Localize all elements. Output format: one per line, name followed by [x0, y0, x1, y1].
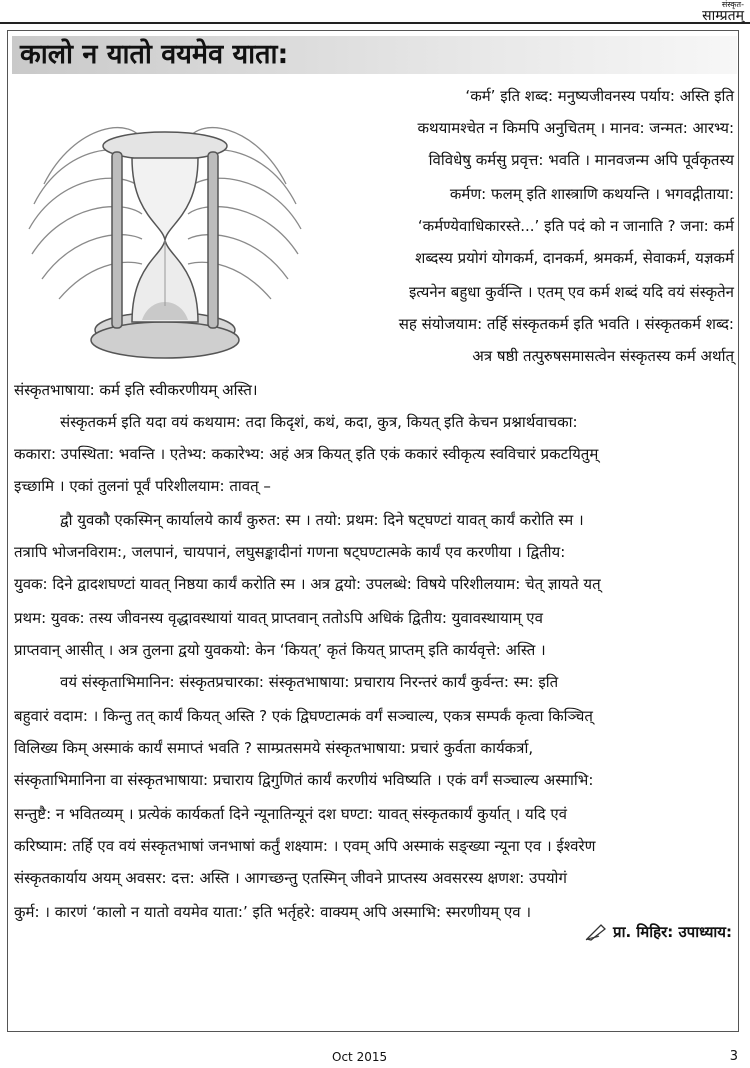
para1-line-8: सह संयोजयाम: तर्हि संस्कृतकर्म इति भवति । संस्कृतकर्म शब्द: [398, 315, 734, 333]
para3-line-1: द्वौ युवकौ एकस्मिन् कार्यालये कार्यं कुरुत: स्म । तयो: प्रथम: दिने षट्घण्टां यावत् कार्यं करोति स्म । [60, 511, 584, 529]
article-title: कालो न यातो वयमेव याता: [20, 39, 289, 70]
para1-line-1: ‘कर्म’ इति शब्द: मनुष्यजीवनस्य पर्याय: अस्ति इति [465, 87, 734, 105]
para2-line-2: ककारा: उपस्थिता: भवन्ति । एतेभ्य: ककारेभ्य: अहं अत्र कियत् इति एकं ककारं स्वीकृत्य स्वविचारं प्रकटयितुम् [14, 445, 599, 463]
para4-line-1: वयं संस्कृताभिमानिन: संस्कृतप्रचारका: संस्कृतभाषाया: प्रचाराय निरन्तरं कार्यं कुर्वन्त: स्म: इति [60, 673, 559, 691]
para4-line-5: सन्तुष्टै: न भवितव्यम् । प्रत्येकं कार्यकर्ता दिने न्यूनातिन्यूनं दश घण्टा: यावत् संस्कृतकार्यं कुर्यात् । यदि एवं [14, 805, 567, 823]
para1-line-3: विविधेषु कर्मसु प्रवृत्त: भवति । मानवजन्म अपि पूर्वकृतस्य [428, 151, 734, 169]
masthead-rule [0, 22, 750, 24]
para4-line-3: विलिख्य किम् अस्माकं कार्यं समाप्तं भवति ? साम्प्रतसमये संस्कृतभाषाया: प्रचारं कुर्वता कार्यकर्त्रा, [14, 739, 534, 757]
para4-line-2: बहुवारं वदाम: । किन्तु तत् कार्यं कियत् अस्ति ? एकं द्विघण्टात्मकं वर्गं सञ्चाल्य, एकत्र सम्पर्कं कृत्वा किञ्चित् [14, 707, 593, 725]
para4-line-4: संस्कृताभिमानिना वा संस्कृतभाषाया: प्रचाराय द्विगुणितं कार्यं करणीयं भविष्यति । एकं वर्गं सञ्चाल्य अस्माभि: [14, 771, 594, 789]
para3-line-4: प्रथम: युवक: तस्य जीवनस्य वृद्धावस्थायां यावत् प्राप्तवान् ततोऽपि अधिकं द्वितीय: युवावस्थायाम् एव [14, 609, 543, 627]
footer-date: Oct 2015 [332, 1050, 388, 1064]
para2-line-1: संस्कृतकर्म इति यदा वयं कथयाम: तदा किदृशं, कथं, कदा, कुत्र, कियत् इति केचन प्रश्नार्थवाचका: [60, 413, 578, 431]
para4-line-7: संस्कृतकार्याय अयम् अवसर: दत्त: अस्ति । आगच्छन्तु एतस्मिन् जीवने प्राप्तस्य अवसरस्य क्षणश: उपयोगं [14, 869, 567, 887]
para3-line-3: युवक: दिने द्वादशघण्टां यावत् निष्ठया कार्यं करोति स्म । अत्र द्वयो: उपलब्धे: विषये परिशीलयाम: चेत् ज्ञायते यत् [14, 575, 601, 593]
winged-hourglass-illustration [14, 84, 316, 388]
para1-line-4: कर्मण: फलम् इति शास्त्राणि कथयन्ति । भगवद्गीताया: [449, 185, 734, 203]
para1-line-2: कथयामश्चेत न किमपि अनुचितम् । मानव: जन्मत: आरभ्य: [417, 119, 734, 137]
author-name: प्रा. मिहिर: उपाध्याय: [613, 923, 732, 941]
para2-line-3: इच्छामि । एकां तुलनां पूर्वं परिशीलयाम: तावत् – [14, 477, 271, 495]
pen-icon [585, 923, 607, 941]
masthead-small: संस्कृत- [721, 0, 744, 9]
masthead-title: साम्प्रतम् [702, 8, 744, 24]
author-signature [585, 922, 732, 942]
para1-line-5: ‘कर्मण्येवाधिकारस्ते...’ इति पदं को न जानाति ? जना: कर्म [417, 217, 734, 235]
para3-line-5: प्राप्तवान् आसीत् । अत्र तुलना द्वयो युवकयो: केन ‘कियत्’ कृतं कियत् प्राप्तम् इति कार्यवृत्ते: अस्ति । [14, 641, 546, 659]
para4-line-8: कुर्म: । कारणं ‘कालो न यातो वयमेव याता:’ इति भर्तृहरे: वाक्यम् अपि अस्माभि: स्मरणीयम् एव । [14, 903, 532, 921]
para1-line-7: इत्यनेन बहुधा कुर्वन्ति । एतम् एव कर्म शब्दं यदि वयं संस्कृतेन [408, 283, 734, 301]
para3-line-2: तत्रापि भोजनविराम:, जलपानं, चायपानं, लघुसङ्कादीनां गणना षट्घण्टात्मके कार्यं एव करणीया । द्वितीय: [14, 543, 566, 561]
para1-line-9: अत्र षष्ठी तत्पुरुषसमासत्वेन संस्कृतस्य कर्म अर्थात् [472, 347, 734, 365]
para1-line-10: संस्कृतभाषाया: कर्म इति स्वीकरणीयम् अस्ति। [14, 381, 258, 399]
magazine-masthead [702, 0, 744, 24]
para4-line-6: करिष्याम: तर्हि एव वयं संस्कृतभाषां जनभाषां कर्तुं शक्ष्याम: । एवम् अपि अस्माकं सङ्ख्या न्यूना एव । ईश्वरेण [14, 837, 596, 855]
page-number: 3 [729, 1049, 738, 1064]
para1-line-6: शब्दस्य प्रयोगं योगकर्म, दानकर्म, श्रमकर्म, सेवाकर्म, यज्ञकर्म [415, 249, 734, 267]
